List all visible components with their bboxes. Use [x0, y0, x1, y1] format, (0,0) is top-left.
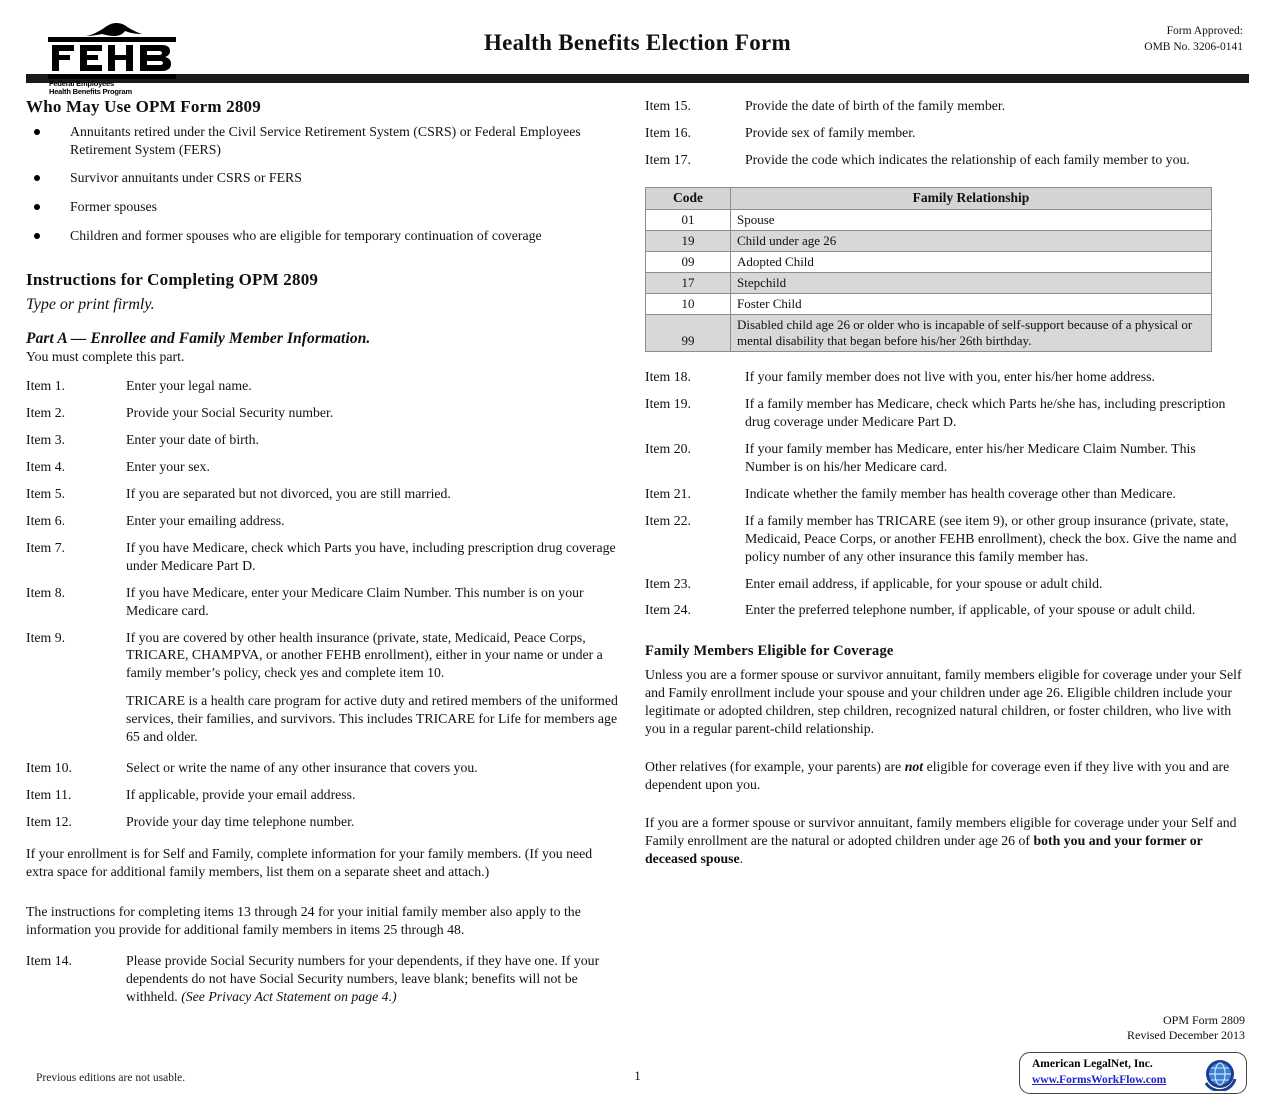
- right-column: [645, 97, 1242, 1015]
- list-item: Former spouses: [26, 198, 623, 216]
- list-item: Children and former spouses who are eligible for temporary continuation of coverage: [26, 227, 623, 245]
- item-text: If you have Medicare, check which Parts you have, including prescription drug coverage under Medicare Part D.: [126, 539, 616, 573]
- item-text: Provide your day time telephone number.: [126, 813, 355, 829]
- item-text: Enter your sex.: [126, 459, 210, 475]
- item-label: Item 18.: [645, 369, 691, 385]
- instructions-heading: Instructions for Completing OPM 2809: [26, 270, 319, 290]
- item-text: If you are separated but not divorced, you are still married.: [126, 485, 451, 501]
- item-label: Item 10.: [26, 760, 72, 776]
- header-divider-bar: [26, 74, 1249, 83]
- instruction-item-1: [26, 377, 623, 395]
- item-text: If applicable, provide your email address.: [126, 786, 356, 802]
- item-label: Item 22.: [645, 512, 691, 528]
- instruction-item-9: [26, 629, 623, 747]
- american-legalnet-badge: [1019, 1052, 1247, 1094]
- eligible-para3-after: .: [739, 850, 744, 866]
- fehb-logo-subtitle: [49, 80, 178, 97]
- fehb-logo-subtitle-line2: Health Benefits Program: [49, 87, 132, 97]
- instruction-item-23: [645, 575, 1242, 593]
- cell-relationship: Foster Child: [731, 293, 1212, 314]
- item-text: Provide your Social Security number.: [126, 405, 334, 421]
- cell-relationship: Adopted Child: [731, 251, 1212, 272]
- table-row: [646, 230, 1212, 251]
- cell-relationship: Stepchild: [731, 272, 1212, 293]
- cell-relationship: Spouse: [731, 209, 1212, 230]
- legalnet-url-link[interactable]: www.FormsWorkFlow.com: [1032, 1074, 1167, 1086]
- table-row: [646, 251, 1212, 272]
- item-text: If a family member has Medicare, check which Parts he/she has, including prescription drug coverage under Medicare Part D.: [745, 396, 1226, 430]
- item-label: Item 11.: [26, 786, 72, 802]
- table-row: [646, 209, 1212, 230]
- instruction-item-6: [26, 512, 623, 530]
- item-label: Item 6.: [26, 512, 66, 528]
- item-label: Item 23.: [645, 575, 691, 591]
- item-label: Item 20.: [645, 441, 691, 457]
- instruction-item-7: [26, 539, 623, 575]
- instruction-item-20: [645, 440, 1242, 476]
- previous-editions-note: Previous editions are not usable.: [36, 1072, 186, 1084]
- item-label: Item 17.: [645, 151, 691, 167]
- instruction-item-11: [26, 786, 623, 804]
- page-header: [0, 0, 1275, 97]
- page-title: Health Benefits Election Form: [483, 30, 791, 55]
- instruction-item-12: [26, 813, 623, 831]
- instruction-item-19: [645, 395, 1242, 431]
- eligible-coverage-heading: Family Members Eligible for Coverage: [645, 643, 894, 660]
- table-row: [646, 293, 1212, 314]
- left-column: [26, 97, 623, 1015]
- item-text: If a family member has TRICARE (see item 9), or other group insurance (private, state, Medicaid, Peace Corps, or another FEHB enrollment), check the box. Give the name and policy number of any other insurance this family member has.: [745, 512, 1237, 564]
- who-may-use-list: [26, 123, 623, 244]
- item-label: Item 4.: [26, 459, 66, 475]
- item-label: Item 7.: [26, 539, 66, 555]
- cell-code: 17: [646, 272, 731, 293]
- omb-number: OMB No. 3206-0141: [1144, 40, 1243, 53]
- eligible-paragraph-2: [645, 758, 1242, 794]
- item-label: Item 14.: [26, 953, 72, 969]
- item-label: Item 16.: [645, 124, 691, 140]
- instruction-item-16: [645, 124, 1242, 142]
- instruction-item-18: [645, 368, 1242, 386]
- instruction-item-2: [26, 404, 623, 422]
- item-label: Item 15.: [645, 98, 691, 113]
- item-label: Item 9.: [26, 629, 66, 645]
- table-header-row: [646, 187, 1212, 209]
- cell-relationship: Disabled child age 26 or older who is incapable of self-support because of a physical or mental disability that began before his/her 26th birthday.: [731, 315, 1212, 352]
- item-label: Item 19.: [645, 396, 691, 412]
- eligible-paragraph-3: [645, 814, 1242, 868]
- item-text: Enter email address, if applicable, for your spouse or adult child.: [745, 575, 1103, 591]
- instruction-item-5: [26, 485, 623, 503]
- item-text: If your family member has Medicare, enter his/her Medicare Claim Number. This Number is on his/her Medicare card.: [745, 441, 1196, 474]
- instruction-item-15: [645, 97, 1242, 115]
- list-item: Survivor annuitants under CSRS or FERS: [26, 169, 623, 187]
- cell-code: 99: [646, 315, 731, 352]
- instruction-item-17: [645, 151, 1242, 169]
- item-text: If your family member does not live with you, enter his/her home address.: [745, 369, 1155, 385]
- item-text: Provide sex of family member.: [745, 124, 916, 140]
- item-text: Provide the code which indicates the relationship of each family member to you.: [745, 151, 1190, 167]
- table-row: [646, 315, 1212, 352]
- self-and-family-paragraph: If your enrollment is for Self and Family, complete information for your family members. (If you need extra space for additional family members, list them on a separate sheet and attach.): [26, 845, 593, 879]
- item-label: Item 5.: [26, 485, 66, 501]
- instruction-item-24: [645, 601, 1242, 619]
- who-may-use-heading: Who May Use OPM Form 2809: [26, 97, 261, 116]
- instruction-item-22: [645, 512, 1242, 566]
- item-text: Enter your date of birth.: [126, 432, 259, 448]
- instruction-item-8: [26, 584, 623, 620]
- item-text: Select or write the name of any other insurance that covers you.: [126, 760, 478, 776]
- item-label: Item 2.: [26, 405, 66, 421]
- instruction-item-3: [26, 431, 623, 449]
- item-text: Enter the preferred telephone number, if applicable, of your spouse or adult child.: [745, 602, 1196, 618]
- form-approved-label: Form Approved:: [1166, 25, 1243, 37]
- fehb-logo-subtitle-line1: Federal Employees: [49, 79, 114, 88]
- item-text: Indicate whether the family member has health coverage other than Medicare.: [745, 485, 1176, 501]
- item-text: Enter your legal name.: [126, 378, 252, 394]
- column-header-family-relationship: Family Relationship: [731, 187, 1212, 209]
- privacy-act-note: (See Privacy Act Statement on page 4.): [181, 989, 397, 1005]
- item-label: Item 3.: [26, 432, 66, 448]
- item-label: Item 8.: [26, 584, 66, 600]
- cell-relationship: Child under age 26: [731, 230, 1212, 251]
- instructions-subheading: Type or print firmly.: [26, 296, 155, 314]
- instruction-item-21: [645, 485, 1242, 503]
- family-relationship-table: [645, 187, 1212, 353]
- instruction-item-14: [26, 952, 623, 1006]
- eligible-para2-before: Other relatives (for example, your parents) are: [645, 759, 905, 775]
- instruction-item-10: [26, 759, 623, 777]
- item-text: Enter your emailing address.: [126, 512, 285, 528]
- content-columns: [0, 83, 1275, 1015]
- eligible-para3-before: If you are a former spouse or survivor annuitant, family members eligible for coverage under your Self and Family enrollment are the natural or adopted children under age 26 of: [645, 814, 1237, 848]
- item-9-tricare-note: TRICARE is a health care program for active duty and retired members of the uniformed services, their families, and survivors. This includes TRICARE for Life for members age 65 and older.: [126, 693, 618, 745]
- page-number: 1: [634, 1068, 641, 1083]
- instruction-item-4: [26, 458, 623, 476]
- item-label: Item 12.: [26, 813, 72, 829]
- item-label: Item 21.: [645, 485, 691, 501]
- items-13-24-paragraph: The instructions for completing items 13 through 24 for your initial family member also apply to the information you provide for additional family members in items 25 through 48.: [26, 903, 581, 937]
- eligible-para2-emphasis: not: [904, 759, 924, 775]
- form-revision-block: [1127, 1013, 1245, 1044]
- part-a-heading: Part A — Enrollee and Family Member Information.: [26, 330, 371, 348]
- item-label: Item 1.: [26, 378, 66, 394]
- item-14-text: Please provide Social Security numbers for your dependents, if they have one. If your dependents do not have Social Security numbers, leave blank; benefits will not be withheld.: [126, 953, 600, 1005]
- page-footer: [0, 1012, 1275, 1100]
- item-text-main: If you are covered by other health insurance (private, state, Medicaid, Peace Corps, TRICARE, CHAMPVA, or another FEHB enrollment), either in your name or under a family member’s policy, check yes and complete item 10.: [126, 629, 603, 681]
- column-header-code: Code: [646, 187, 731, 209]
- eligible-para2-after: eligible for coverage even if they live with you and are dependent upon you.: [645, 759, 1230, 793]
- omb-approval-block: [1144, 24, 1243, 55]
- form-name: OPM Form 2809: [1162, 1012, 1245, 1027]
- item-label: Item 24.: [645, 602, 691, 618]
- cell-code: 09: [646, 251, 731, 272]
- eligible-para3-emphasis: both you and your former or deceased spouse: [645, 832, 1203, 866]
- cell-code: 01: [646, 209, 731, 230]
- item-text: [126, 629, 623, 747]
- globe-icon: [1202, 1057, 1238, 1091]
- table-row: [646, 272, 1212, 293]
- legalnet-company-name: American LegalNet, Inc.: [1032, 1058, 1153, 1070]
- list-item: Annuitants retired under the Civil Service Retirement System (CSRS) or Federal Employees Retirement System (FERS): [26, 123, 623, 158]
- eligible-paragraph-1: Unless you are a former spouse or survivor annuitant, family members eligible for coverage under your Self and Family enrollment include your spouse and your children under age 26. Eligible children include your legitimate or adopted children, step children, recognized natural children, or foster children, who live with you in a regular parent-child relationship.: [645, 667, 1242, 737]
- part-a-note: You must complete this part.: [26, 349, 185, 365]
- item-text: Provide the date of birth of the family member.: [745, 98, 1006, 113]
- item-text: If you have Medicare, enter your Medicare Claim Number. This number is on your Medicare card.: [126, 584, 584, 618]
- cell-code: 10: [646, 293, 731, 314]
- item-text: [126, 952, 623, 1006]
- form-revised-date: Revised December 2013: [1127, 1028, 1245, 1043]
- cell-code: 19: [646, 230, 731, 251]
